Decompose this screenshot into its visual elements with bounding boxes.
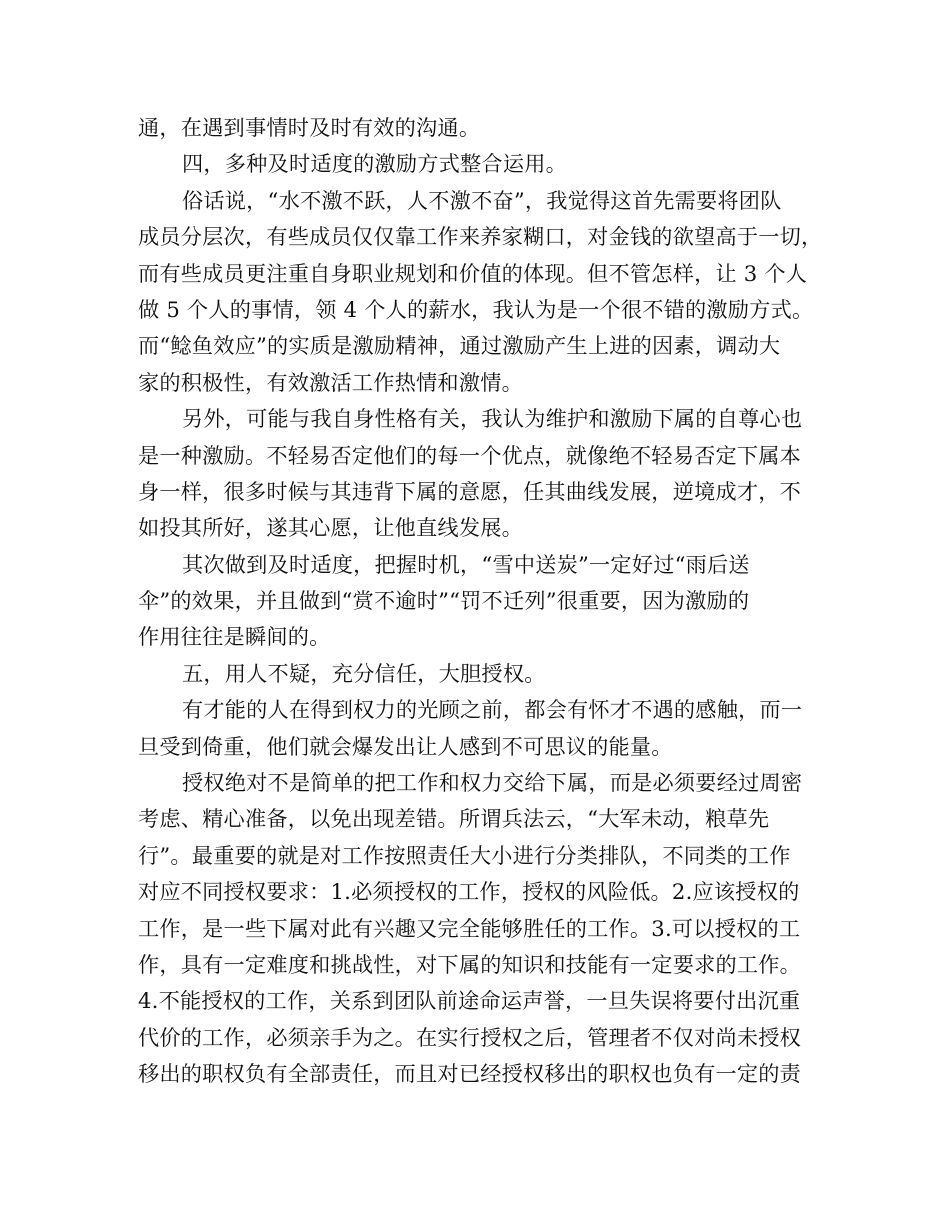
text-line: 家的积极性，有效激活工作热情和激情。	[138, 369, 523, 395]
text-line: 行”。最重要的就是对工作按照责任大小进行分类排队，不同类的工作	[138, 842, 791, 868]
text-line: 作用往往是瞬间的。	[138, 624, 331, 650]
text-line: 4.不能授权的工作，关系到团队前途命运声誉，一旦失误将要付出沉重	[138, 988, 801, 1014]
text-line: 对应不同授权要求：1.必须授权的工作，授权的风险低。2.应该授权的	[138, 879, 800, 905]
text-line: 代价的工作，必须亲手为之。在实行授权之后，管理者不仅对尚未授权	[138, 1024, 802, 1050]
text-line: 四，多种及时适度的激励方式整合运用。	[182, 151, 567, 177]
text-line: 其次做到及时适度，把握时机，“雪中送炭”一定好过“雨后送	[182, 551, 750, 577]
text-line: 另外，可能与我自身性格有关，我认为维护和激励下属的自尊心也	[182, 406, 803, 432]
text-line: 旦受到倚重，他们就会爆发出让人感到不可思议的能量。	[138, 733, 673, 759]
text-line: 通，在遇到事情时及时有效的沟通。	[138, 115, 481, 140]
text-line: 授权绝对不是简单的把工作和权力交给下属，而是必须要经过周密	[182, 770, 803, 796]
text-line: 而有些成员更注重自身职业规划和价值的体现。但不管怎样，让 3 个人	[138, 260, 808, 286]
text-line: 做 5 个人的事情，领 4 个人的薪水，我认为是一个很不错的激励方式。	[138, 296, 814, 322]
text-line: 成员分层次，有些成员仅仅靠工作来养家糊口，对金钱的欲望高于一切，	[138, 224, 823, 250]
text-line: 伞”的效果，并且做到“赏不逾时”“罚不迁列”很重要，因为激励的	[138, 588, 750, 614]
text-line: 而“鲶鱼效应”的实质是激励精神，通过激励产生上进的因素，调动大	[138, 333, 781, 359]
text-line: 是一种激励。不轻易否定他们的每一个优点，就像绝不轻易否定下属本	[138, 442, 802, 468]
text-line: 俗话说，“水不激不跃，人不激不奋”，我觉得这首先需要将团队	[182, 187, 782, 213]
text-line: 作，具有一定难度和挑战性，对下属的知识和技能有一定要求的工作。	[138, 951, 802, 977]
text-line: 五，用人不疑，充分信任，大胆授权。	[182, 660, 546, 686]
text-line: 如投其所好，遂其心愿，让他直线发展。	[138, 515, 523, 541]
text-line: 有才能的人在得到权力的光顾之前，都会有怀才不遇的感触，而一	[182, 697, 803, 723]
text-line: 移出的职权负有全部责任，而且对已经授权移出的职权也负有一定的责	[138, 1061, 802, 1087]
text-line: 身一样，很多时候与其违背下属的意愿，任其曲线发展，逆境成才，不	[138, 478, 802, 504]
text-line: 考虑、精心准备，以免出现差错。所谓兵法云，“大军未动，粮草先	[138, 806, 770, 832]
text-line: 工作，是一些下属对此有兴趣又完全能够胜任的工作。3.可以授权的工	[138, 915, 801, 941]
document-body	[138, 110, 828, 1093]
